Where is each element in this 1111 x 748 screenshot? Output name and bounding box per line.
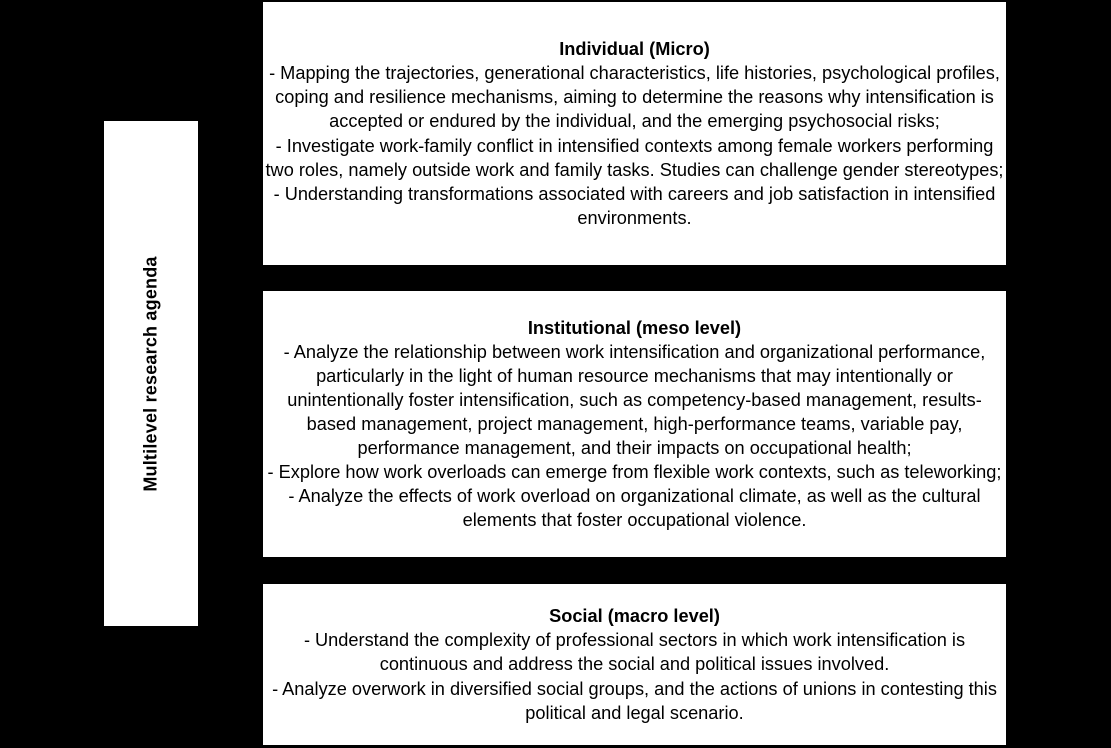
individual-micro-level-box bbox=[263, 2, 1006, 265]
social-macro-title: Social (macro level) bbox=[549, 606, 720, 627]
institutional-meso-title: Institutional (meso level) bbox=[527, 317, 742, 338]
macro-item-professional-sectors: - Understand the complexity of professional sectors in which work intensification is continuous and address the social and political issues involved. bbox=[303, 630, 966, 675]
individual-micro-title: Individual (Micro) bbox=[559, 39, 710, 60]
meso-item-organizational-climate: - Analyze the effects of work overload on organizational climate, as well as the cultural elements that foster occupational violence. bbox=[288, 486, 981, 531]
micro-item-careers-satisfaction: - Understanding transformations associated with careers and job satisfaction in intensified environments. bbox=[273, 183, 996, 228]
macro-item-unions: - Analyze overwork in diversified social groups, and the actions of unions in contesting this political and legal scenario. bbox=[272, 678, 997, 723]
micro-item-work-family-conflict: - Investigate work-family conflict in intensified contexts among female workers performing two roles, namely outside work and family tasks. Studies can challenge gender stereotypes; bbox=[265, 135, 1004, 180]
meso-item-organizational-performance: - Analyze the relationship between work intensification and organizational performance, particularly in the light of human resource mechanisms that may intentionally or unintentionally foster intensification, such as competency-based management, results-based management, project management, high-performance teams, variable pay, performance management, and their impacts on occupational health; bbox=[283, 341, 986, 459]
multilevel-agenda-label: Multilevel research agenda bbox=[140, 255, 161, 492]
micro-item-trajectories: - Mapping the trajectories, generational characteristics, life histories, psychological profiles, coping and resilience mechanisms, aiming to determine the reasons why intensification is accepted or endured by the individual, and the emerging psychosocial risks; bbox=[269, 63, 1000, 132]
multilevel-agenda-label-box bbox=[104, 121, 198, 626]
meso-item-flexible-work: - Explore how work overloads can emerge from flexible work contexts, such as teleworking; bbox=[267, 462, 1002, 483]
institutional-meso-level-box bbox=[263, 291, 1006, 557]
social-macro-level-box bbox=[263, 584, 1006, 745]
